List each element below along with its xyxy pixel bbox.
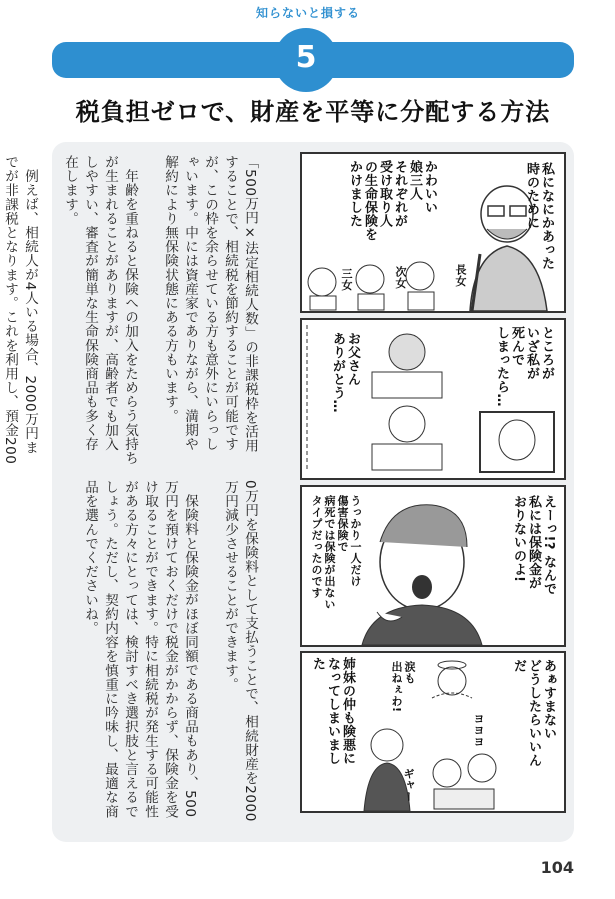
body-paragraph: 例えば、相続人が4人いる場合、2000万円までが非課税となります。これを利用し、預金200 bbox=[2, 155, 38, 465]
body-paragraph: 年齢を重ねると保険への加入をためらう気持ちが生まれることがありますが、高齢者でも加入しやすい、審査が簡単な生命保険商品も多く存在します。 bbox=[62, 155, 138, 465]
section-number: 5 bbox=[295, 40, 317, 75]
narration-text: うっかり一人だけ 傷害保険で 病死では保険が出ない タイプだったのです bbox=[310, 495, 362, 610]
body-text-upper bbox=[2, 155, 280, 465]
comic-panel-4 bbox=[300, 651, 566, 813]
body-text-lower bbox=[82, 480, 280, 825]
body-paragraph: 保険料と保険金がほぼ同額である商品もあり、500万円を預けておくだけで税金がかからず、保険金を受け取ることができます。特に相続税が発生する可能性がある方々にとっては、検討すべき選択肢と言えるでしょう。ただし、契約内容を慎重に吟味し、最適な商品を選んでくださいね。 bbox=[82, 480, 198, 819]
page-number: 104 bbox=[540, 858, 574, 877]
speech-bubble: えーっ!? なんで 私には保険金が おりないのよ! bbox=[511, 495, 556, 596]
speech-bubble: 私になにかあった 時のために bbox=[524, 162, 554, 270]
label-third: 三女 bbox=[340, 268, 353, 291]
narration-text: かわいい 娘三人 それぞれが 受け取り人 の生命保険を かけました bbox=[347, 160, 437, 241]
section-category-label: 知らないと損する bbox=[256, 6, 361, 20]
speech-bubble: あぁすまない どうしたらいいんだ bbox=[511, 659, 556, 767]
comic-panel-3 bbox=[300, 485, 566, 647]
sfx-text: ヨヨヨ bbox=[472, 713, 485, 748]
sfx-text: 涙も 出ねぇわ! bbox=[390, 661, 416, 713]
speech-bubble: お父さん ありがとう… bbox=[330, 332, 360, 413]
body-paragraph: 0万円を保険料として支払うことで、相続財産を2000万円減少させることができます。 bbox=[222, 480, 258, 822]
narration-text: 姉妹の仲も険悪に なってしまいました bbox=[310, 657, 355, 765]
narration-text: ところが いざ私が 死んで しまったら… bbox=[494, 326, 554, 407]
page-title: 税負担ゼロで、財産を平等に分配する方法 bbox=[75, 98, 551, 126]
label-second: 次女 bbox=[394, 266, 407, 289]
sfx-text: ギャー bbox=[402, 768, 415, 803]
body-paragraph: 「500万円×法定相続人数」の非課税枠を活用することで、相続税を節約することが可能ですが、この枠を余らせている方も意外にいらっしゃいます。中には資産家でありながら、満期や解約により無保険状態にある方もいます。 bbox=[162, 155, 258, 453]
comic-panel-1 bbox=[300, 152, 566, 313]
label-eldest: 長女 bbox=[454, 264, 467, 287]
comic-panel-2 bbox=[300, 318, 566, 480]
